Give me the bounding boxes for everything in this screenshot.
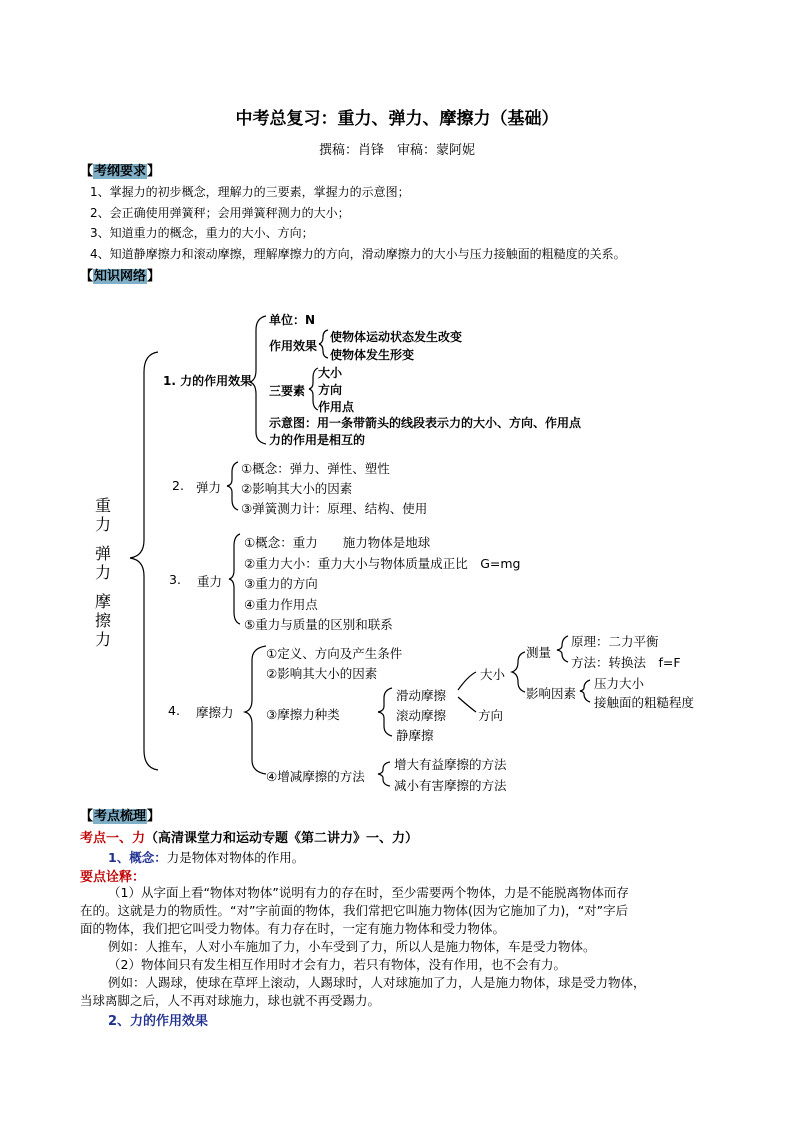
concept-number: 1、概念： [108, 850, 167, 865]
map-b4-direction: 方向 [478, 708, 504, 723]
section-header-zhishi: 【知识网络】 [80, 269, 161, 284]
map-b3-item: ④重力作用点 [244, 597, 318, 612]
paragraph-line: 在的。这就是力的物质性。“对”字前面的物体，我们常把它叫施力物体(因为它施加了力)，“对”字后 [80, 903, 629, 918]
map-b1-unit: 单位：N [269, 313, 316, 327]
section-label: 考纲要求 [94, 164, 147, 179]
map-b1-effect: 作用效果 [269, 339, 318, 353]
yaodian-heading: 要点诠释： [80, 870, 146, 885]
map-b1-three-item: 大小 [318, 366, 343, 380]
map-b3-label: 重力 [197, 574, 223, 589]
map-b4-item: ②影响其大小的因素 [266, 666, 378, 681]
map-root-char: 擦 [95, 611, 112, 630]
paragraph-line: （1）从字面上看“物体对物体”说明有力的存在时，至少需要两个物体，力是不能脱离物体而存 [108, 885, 629, 900]
map-b4-num: 4. [168, 703, 180, 718]
map-root-char: 摩 [95, 592, 112, 611]
map-b4-item: ①定义、方向及产生条件 [266, 646, 403, 661]
map-b3-item: ②重力大小：重力大小与物体质量成正比 G=mg [244, 556, 521, 571]
subsection-heading: 2、力的作用效果 [108, 1014, 209, 1029]
map-b2-item: ②影响其大小的因素 [241, 481, 353, 496]
concept-text: 力是物体对物体的作用。 [166, 850, 305, 865]
map-b4-factor-item: 压力大小 [594, 676, 645, 691]
map-b4-measure-item: 原理：二力平衡 [571, 634, 659, 649]
page-title: 中考总复习：重力、弹力、摩擦力（基础） [235, 109, 559, 129]
requirement-item: 2、会正确使用弹簧秤；会用弹簧秤测力的大小； [90, 206, 350, 220]
byline: 撰稿：肖锋 审稿：蒙阿妮 [318, 143, 475, 158]
kaodian-1-reference: （高清课堂力和运动专题《第二讲力》一、力） [145, 831, 419, 846]
map-root-char: 力 [95, 630, 112, 649]
section-header-kaogang: 【考纲要求】 [80, 164, 161, 179]
paragraph-line: 例如：人推车，人对小车施加了力，小车受到了力，所以人是施力物体，车是受力物体。 [108, 939, 596, 954]
requirement-item: 4、知道静摩擦力和滚动摩擦，理解摩擦力的方向，滑动摩擦力的大小与压力接触面的粗糙度的关系。 [90, 247, 626, 261]
map-b1-three-item: 方向 [318, 383, 343, 397]
map-b3-item: ③重力的方向 [244, 576, 318, 591]
requirement-item: 1、掌握力的初步概念，理解力的三要素，掌握力的示意图； [90, 185, 410, 199]
map-b4-kind: 静摩擦 [396, 728, 434, 743]
section-header-kaodian: 【考点梳理】 [80, 809, 161, 824]
map-b4-size: 大小 [480, 667, 506, 682]
map-b4-item: ③摩擦力种类 [266, 707, 340, 722]
map-b1-three-item: 作用点 [318, 400, 355, 414]
paragraph-line: （2）物体间只有发生相互作用时才会有力，若只有物体，没有作用，也不会有力。 [108, 957, 566, 972]
map-b4-measure: 测量 [526, 645, 552, 660]
map-root-char: 弹 [95, 544, 112, 563]
map-b2-num: 2. [172, 478, 184, 493]
map-b2-item: ③弹簧测力计：原理、结构、使用 [241, 501, 428, 516]
map-root-char: 力 [95, 563, 112, 582]
kaodian-1-title: 考点一、力 [80, 831, 146, 846]
paragraph-line: 例如：人踢球，使球在草坪上滚动，人踢球时，人对球施加了力，人是施力物体，球是受力物体， [108, 975, 646, 990]
paragraph-line: 面的物体，我们把它叫受力物体。有力存在时，一定有施力物体和受力物体。 [80, 921, 506, 936]
map-b4-method: 减小有害摩擦的方法 [394, 778, 507, 793]
map-b2-item: ①概念：弹力、弹性、塑性 [241, 461, 390, 476]
section-label: 考点梳理 [94, 809, 147, 824]
paragraph-line: 当球离脚之后，人不再对球施力，球也就不再受踢力。 [80, 993, 381, 1008]
map-root-char: 重 [95, 496, 112, 515]
map-b4-item: ④增减摩擦的方法 [266, 769, 365, 784]
map-b4-factors: 影响因素 [526, 686, 577, 701]
map-b1-three: 三要素 [269, 384, 306, 398]
map-b2-label: 弹力 [196, 480, 222, 495]
map-b3-item: ①概念：重力 施力物体是地球 [244, 535, 431, 550]
map-b1-effect-item: 使物体运动状态发生改变 [330, 330, 463, 344]
map-b4-label: 摩擦力 [196, 705, 234, 720]
section-label: 知识网络 [94, 269, 147, 284]
map-b4-factor-item: 接触面的粗糙程度 [594, 695, 695, 710]
map-b1-label: 1. 力的作用效果 [163, 374, 253, 388]
requirement-item: 3、知道重力的概念，重力的大小、方向； [90, 226, 314, 240]
map-b3-item: ⑤重力与质量的区别和联系 [244, 617, 393, 632]
concept-line [108, 848, 304, 866]
map-b4-method: 增大有益摩擦的方法 [394, 757, 507, 772]
map-root-char: 力 [95, 515, 112, 534]
map-b3-num: 3. [169, 572, 181, 587]
map-b4-kind: 滑动摩擦 [396, 688, 447, 703]
kaodian-1-heading [80, 827, 418, 846]
map-b1-diagram: 示意图：用一条带箭头的线段表示力的大小、方向、作用点 [269, 416, 582, 430]
map-b1-mutual: 力的作用是相互的 [269, 433, 366, 447]
map-b4-measure-item: 方法：转换法 f=F [571, 655, 681, 670]
map-b1-effect-item: 使物体发生形变 [330, 348, 415, 362]
map-b4-kind: 滚动摩擦 [396, 708, 447, 723]
